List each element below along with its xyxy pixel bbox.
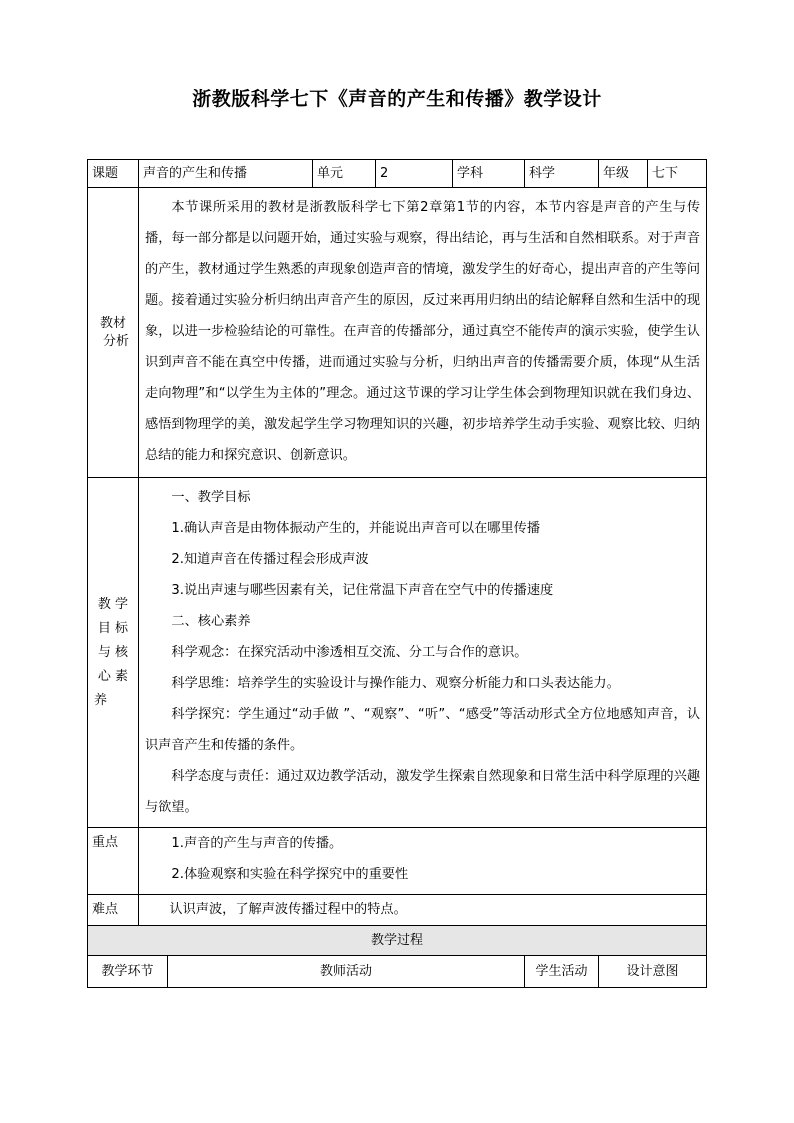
- key-points-row: [88, 828, 707, 895]
- process-col-student: 学生活动: [525, 956, 599, 988]
- material-label-line2: 分析: [102, 333, 129, 349]
- grade-value: 七下: [648, 160, 707, 188]
- unit-value: 2: [376, 160, 453, 188]
- goals-line: 2.知道声音在传播过程会形成声波: [171, 552, 369, 567]
- process-heading-row: [88, 926, 707, 956]
- process-heading: 教学过程: [88, 926, 707, 956]
- material-label-line1: 教材: [99, 315, 126, 331]
- goals-label-line: 养: [94, 692, 108, 708]
- key-point-line: 2.体验观察和实验在科学探究中的重要性: [171, 867, 409, 882]
- topic-value: 声音的产生和传播: [139, 160, 313, 188]
- material-content: [139, 188, 707, 478]
- goals-line: 科学观念：在探究活动中渗透相互交流、分工与合作的意识。: [171, 645, 528, 660]
- goals-content: [139, 478, 707, 828]
- key-points-content: [139, 828, 707, 895]
- lesson-plan-table: [87, 159, 707, 988]
- goals-line: 3.说出声速与哪些因素有关，记住常温下声音在空气中的传播速度: [171, 583, 554, 598]
- topic-label: 课题: [88, 160, 139, 188]
- difficulty-text: 认识声波，了解声波传播过程中的特点。: [169, 902, 407, 917]
- material-label: [88, 188, 139, 478]
- grade-label: 年级: [599, 160, 648, 188]
- goals-label: [88, 478, 139, 828]
- goals-label-line: 心 素: [97, 668, 129, 684]
- goals-line: 科学探究：学生通过“动手做 ”、“观察”、“听”、“感受”等活动形式全方位地感知声音，认识声音产生和传播的条件。: [145, 707, 701, 753]
- subject-value: 科学: [525, 160, 599, 188]
- header-row: [88, 160, 707, 188]
- goals-label-line: 教 学: [97, 596, 129, 612]
- material-row: [88, 188, 707, 478]
- process-col-intent: 设计意图: [599, 956, 707, 988]
- goals-line: 二、核心素养: [171, 614, 251, 629]
- goals-line: 1.确认声音是由物体振动产生的，并能说出声音可以在哪里传播: [171, 521, 541, 536]
- goals-label-line: 目 标: [97, 620, 129, 636]
- goals-line: 一、教学目标: [171, 490, 251, 505]
- difficulty-row: [88, 895, 707, 926]
- document-title: 浙教版科学七下《声音的产生和传播》教学设计: [192, 88, 602, 110]
- difficulty-content: [139, 895, 707, 926]
- difficulty-label: 难点: [88, 895, 139, 926]
- process-col-teacher: 教师活动: [168, 956, 525, 988]
- process-col-stage: 教学环节: [88, 956, 168, 988]
- goals-line: 科学态度与责任：通过双边教学活动，激发学生探索自然现象和日常生活中科学原理的兴趣与欲望。: [145, 769, 701, 815]
- goals-line: 科学思维：培养学生的实验设计与操作能力、观察分析能力和口头表达能力。: [171, 676, 620, 691]
- unit-label: 单元: [313, 160, 376, 188]
- key-points-label: 重点: [88, 828, 139, 895]
- material-text: 本节课所采用的教材是浙教版科学七下第2章第1节的内容，本节内容是声音的产生与传播，每一部分都是以问题开始，通过实验与观察，得出结论，再与生活和自然相联系。对于声音的产生，教材通过学生熟悉的声现象创造声音的情境，激发学生的好奇心，提出声音的产生等问题。接着通过实验分析归纳出声音产生的原因，反过来再用归纳出的结论解释自然和生活中的现象，以进一步检验结论的可靠性。在声音的传播部分，通过真空不能传声的演示实验，使学生认识到声音不能在真空中传播，进而通过实验与分析，归纳出声音的传播需要介质，体现“从生活走向物理”和“以学生为主体的”理念。通过这节课的学习让学生体会到物理知识就在我们身边、感悟到物理学的美，激发起学生学习物理知识的兴趣，初步培养学生动手实验、观察比较、归纳总结的能力和探究意识、创新意识。: [145, 200, 701, 463]
- goals-row: [88, 478, 707, 828]
- key-point-line: 1.声音的产生与声音的传播。: [171, 836, 343, 851]
- goals-label-line: 与 核: [97, 644, 129, 660]
- subject-label: 学科: [453, 160, 525, 188]
- process-columns-row: [88, 956, 707, 988]
